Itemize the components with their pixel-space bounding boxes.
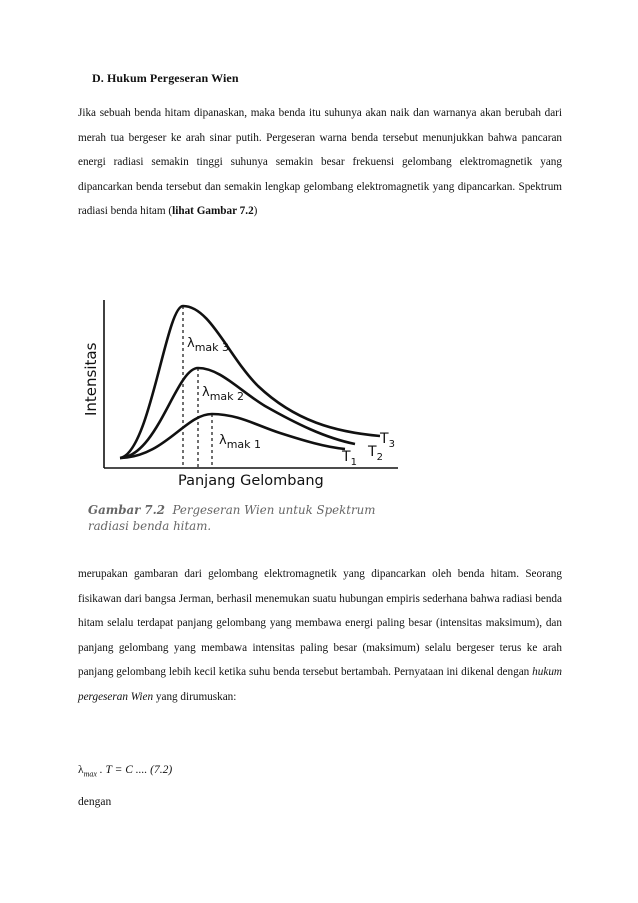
x-axis-label: Panjang Gelombang <box>178 473 324 489</box>
curve-t3 <box>120 306 380 458</box>
lambda-max-2-label: $\lambda_{mak 2}$ <box>202 385 245 403</box>
lambda-max-1-label: $\lambda_{mak 1}$ <box>219 433 262 451</box>
formula-rest: . T = C .... (7.2) <box>96 764 173 776</box>
paragraph-wien <box>78 562 562 710</box>
figure-caption-label: Gambar 7.2 <box>88 503 165 517</box>
y-axis-label: Intensitas <box>82 342 100 416</box>
blackbody-spectrum-plot <box>80 286 400 501</box>
paragraph-intro-text: Jika sebuah benda hitam dipanaskan, maka benda itu suhunya akan naik dan warnanya akan berubah dari merah tua bergeser ke arah sinar putih. Pergeseran warna benda tersebut menunjukkan bahwa pancaran energi radiasi semakin tinggi suhunya semakin besar frekuensi gelombang elektromagnetik yang dipancarkan benda tersebut dan semakin lengkap gelombang elektromagnetik yang dipancarkan. Spektrum radiasi benda hitam ( <box>78 107 562 218</box>
figure-caption <box>88 502 388 534</box>
figure-reference: lihat Gambar 7.2 <box>172 205 254 218</box>
formula-lambda: λ <box>78 764 84 776</box>
paragraph-wien-text: merupakan gambaran dari gelombang elektromagnetik yang dipancarkan oleh benda hitam. Seorang fisikawan dari bangsa Jerman, berhasil menemukan suatu hubungan empiris sederhana bahwa radiasi benda hitam selalu terdapat panjang gelombang yang membawa energi paling besar (intensitas maksimum), dan panjang gelombang yang membawa intensitas paling besar (maksimum) selalu bergeser terus ke arah panjang gelombang lebih kecil ketika suhu benda tersebut bertambah. Pernyataan ini dikenal dengan <box>78 568 562 679</box>
section-heading: D. Hukum Pergeseran Wien <box>92 71 239 85</box>
paragraph-wien-end: yang dirumuskan: <box>153 690 237 703</box>
t3-label: $T_3$ <box>380 431 395 450</box>
wien-formula <box>78 764 172 778</box>
paragraph-intro-close: ) <box>253 205 258 218</box>
t1-label: $T_1$ <box>342 449 357 468</box>
figure-caption-text: Pergeseran Wien untuk Spektrum radiasi benda hitam. <box>88 503 376 533</box>
t2-label: $T_2$ <box>368 444 383 463</box>
formula-subscript: max <box>83 769 97 779</box>
wien-displacement-figure <box>80 286 400 546</box>
trailing-text: dengan <box>78 796 112 808</box>
wien-law-term: hukum pergeseran Wien <box>78 666 562 703</box>
paragraph-intro <box>78 101 562 224</box>
lambda-max-3-label: $\lambda_{mak 3}$ <box>187 336 230 354</box>
